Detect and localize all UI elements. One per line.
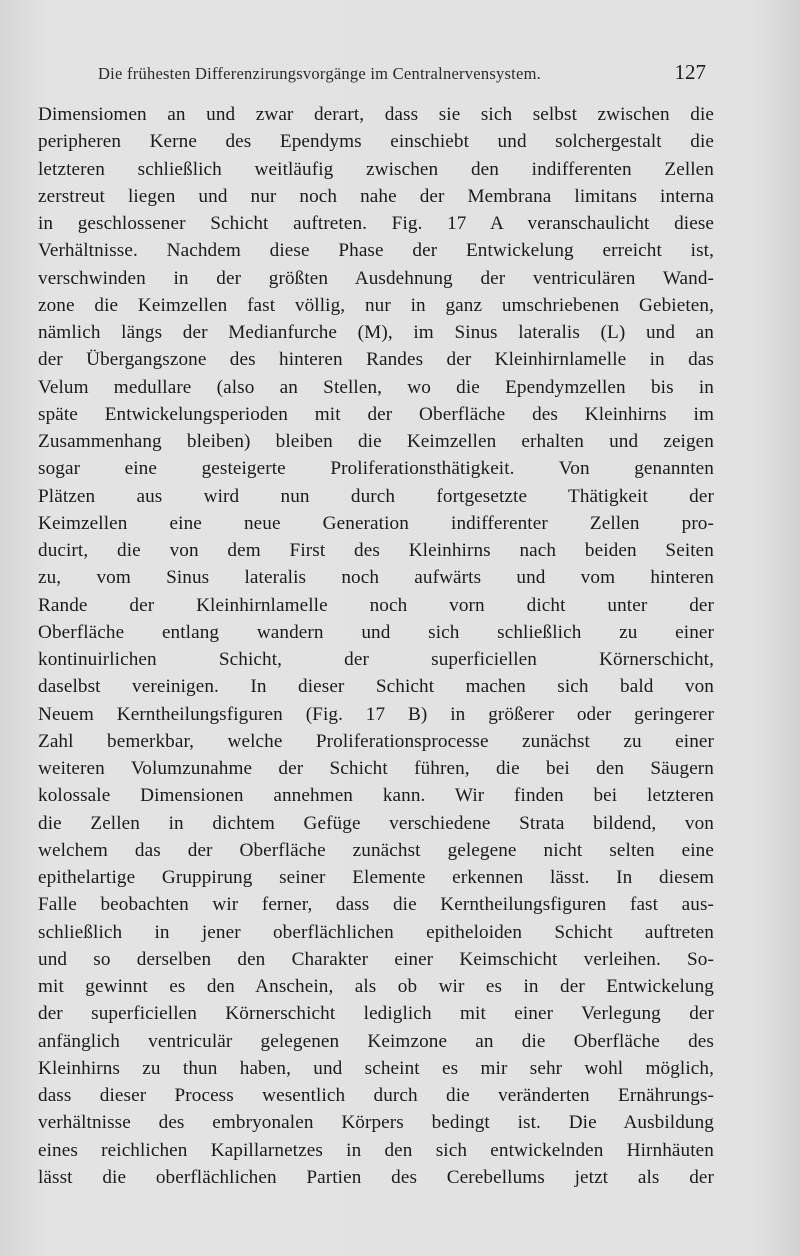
- text-line: Kleinhirns zu thun haben, und scheint es mir sehr wohl möglich,: [38, 1057, 714, 1079]
- text-line: Rande der Kleinhirnlamelle noch vorn dicht unter der: [38, 594, 714, 616]
- text-line: kolossale Dimensionen annehmen kann. Wir finden bei letzteren: [38, 785, 714, 807]
- text-line: mit gewinnt es den Anschein, als ob wir es in der Entwickelung: [38, 976, 714, 997]
- text-line: die Zellen in dichtem Gefüge verschiedene Strata bildend, von: [38, 812, 714, 834]
- text-line: Velum medullare (also an Stellen, wo die Ependymzellen bis in: [38, 376, 714, 398]
- text-line: kontinuirlichen Schicht, der superficiellen Körnerschicht,: [38, 649, 714, 670]
- text-line: peripheren Kerne des Ependyms einschiebt und solchergestalt die: [38, 131, 714, 153]
- text-line: verschwinden in der größten Ausdehnung der ventriculären Wand-: [38, 267, 714, 289]
- text-line: eines reichlichen Kapillarnetzes in den sich entwickelnden Hirnhäuten: [38, 1139, 714, 1161]
- text-line: in geschlossener Schicht auftreten. Fig. 17 A veranschaulicht diese: [38, 213, 714, 234]
- text-line: letzteren schließlich weitläufig zwischen den indifferenten Zellen: [38, 158, 714, 180]
- text-line: sogar eine gesteigerte Proliferationsthätigkeit. Von genannten: [38, 458, 714, 480]
- page-number: 127: [674, 60, 706, 84]
- text-line: späte Entwickelungsperioden mit der Oberfläche des Kleinhirns im: [38, 403, 714, 425]
- text-line: Oberfläche entlang wandern und sich schließlich zu einer: [38, 621, 714, 643]
- text-line: zerstreut liegen und nur noch nahe der Membrana limitans interna: [38, 185, 714, 207]
- text-line: Dimensiomen an und zwar derart, dass sie sich selbst zwischen die: [38, 104, 714, 125]
- body-text: [38, 101, 714, 1191]
- text-line: nämlich längs der Medianfurche (M), im Sinus lateralis (L) und an: [38, 322, 714, 343]
- text-line: Verhältnisse. Nachdem diese Phase der Entwickelung erreicht ist,: [38, 240, 714, 262]
- text-line: daselbst vereinigen. In dieser Schicht machen sich bald von: [38, 676, 714, 698]
- text-line: der superficiellen Körnerschicht lediglich mit einer Verlegung der: [38, 1003, 714, 1025]
- text-line: verhältnisse des embryonalen Körpers bedingt ist. Die Ausbildung: [38, 1112, 714, 1134]
- text-line: zu, vom Sinus lateralis noch aufwärts und vom hinteren: [38, 567, 714, 589]
- text-line: der Übergangszone des hinteren Randes der Kleinhirnlamelle in das: [38, 349, 714, 371]
- text-line: Neuem Kerntheilungsfiguren (Fig. 17 B) in größerer oder geringerer: [38, 703, 714, 725]
- text-line: anfänglich ventriculär gelegenen Keimzone an die Oberfläche des: [38, 1030, 714, 1052]
- text-line: zone die Keimzellen fast völlig, nur in ganz umschriebenen Gebieten,: [38, 294, 714, 316]
- text-line: schließlich in jener oberflächlichen epitheloiden Schicht auftreten: [38, 921, 714, 943]
- text-line: Falle beobachten wir ferner, dass die Kerntheilungsfiguren fast aus-: [38, 894, 714, 916]
- text-line: Zahl bemerkbar, welche Proliferationsprocesse zunächst zu einer: [38, 730, 714, 752]
- text-line: epithelartige Gruppirung seiner Elemente erkennen lässt. In diesem: [38, 867, 714, 888]
- text-line: Zusammenhang bleiben) bleiben die Keimzellen erhalten und zeigen: [38, 431, 714, 452]
- text-line: lässt die oberflächlichen Partien des Cerebellums jetzt als der: [38, 1166, 714, 1188]
- running-title: Die frühesten Differenzirungsvorgänge im Centralnervensystem.: [98, 64, 542, 83]
- text-line: Keimzellen eine neue Generation indifferenter Zellen pro-: [38, 512, 714, 534]
- text-line: weiteren Volumzunahme der Schicht führen, die bei den Säugern: [38, 758, 714, 779]
- text-line: ducirt, die von dem First des Kleinhirns nach beiden Seiten: [38, 540, 714, 561]
- text-line: Plätzen aus wird nun durch fortgesetzte Thätigkeit der: [38, 485, 714, 507]
- text-line: welchem das der Oberfläche zunächst gelegene nicht selten eine: [38, 839, 714, 861]
- text-line: dass dieser Process wesentlich durch die veränderten Ernährungs-: [38, 1085, 714, 1106]
- page-header: [98, 60, 706, 86]
- text-line: und so derselben den Charakter einer Keimschicht verleihen. So-: [38, 948, 714, 970]
